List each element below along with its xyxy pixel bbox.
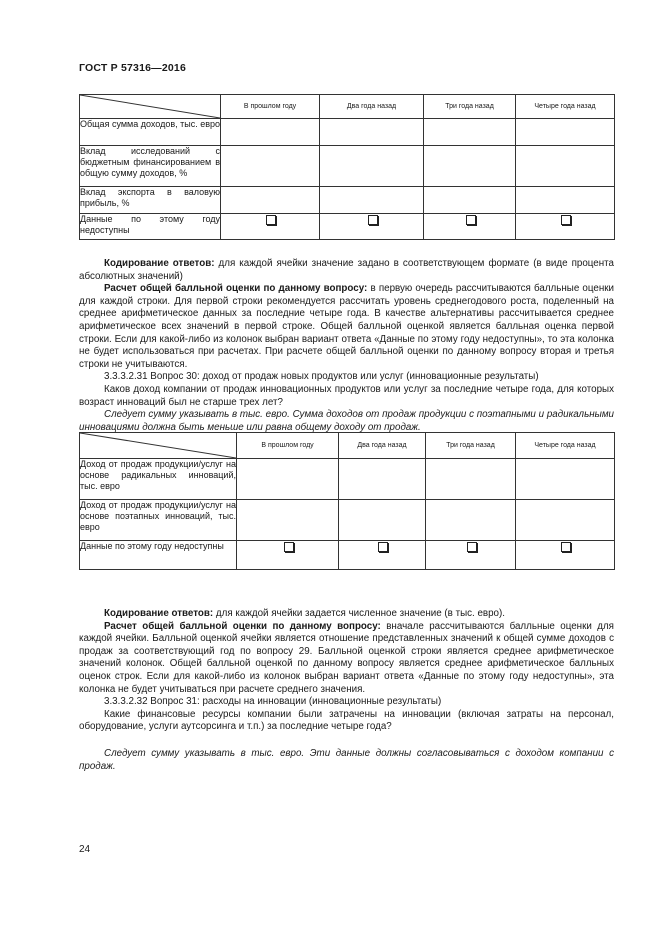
input-cell[interactable] (516, 187, 615, 214)
input-cell[interactable] (320, 119, 424, 146)
question-30-title: 3.3.3.2.31 Вопрос 30: доход от продаж новых продуктов или услуг (инновационные результаты) (104, 371, 539, 383)
revenue-table (79, 94, 615, 240)
page-number: 24 (79, 844, 91, 855)
input-cell[interactable] (516, 500, 615, 541)
row-label-data-unavailable: Данные по этому году недоступны (80, 214, 221, 240)
input-cell[interactable] (424, 187, 516, 214)
input-cell[interactable] (339, 459, 426, 500)
text-block-1 (79, 258, 614, 434)
unavailable-checkbox[interactable] (266, 215, 276, 225)
column-header-last-year: В прошлом году (221, 95, 320, 119)
input-cell[interactable] (426, 500, 516, 541)
input-cell[interactable] (516, 119, 615, 146)
column-header-three-years-ago: Три года назад (426, 433, 516, 459)
input-cell[interactable] (424, 146, 516, 187)
column-header-four-years-ago: Четыре года назад (516, 95, 615, 119)
input-cell[interactable] (221, 146, 320, 187)
question-30-text: Каков доход компании от продаж инновационных продуктов или услуг за последние четыре года, для которых возраст инноваций был не старше трех лет? (79, 383, 614, 408)
unavailable-checkbox[interactable] (561, 542, 571, 552)
input-cell[interactable] (221, 119, 320, 146)
input-cell[interactable] (237, 500, 339, 541)
row-label-total-revenue: Общая сумма доходов, тыс. евро (80, 119, 221, 146)
input-cell[interactable] (320, 146, 424, 187)
column-header-three-years-ago: Три года назад (424, 95, 516, 119)
question-31-text: Какие финансовые ресурсы компании были затрачены на инновации (включая затраты на персонал, оборудование, услуги аутсорсинга и т.п.) за последние четыре года? (79, 708, 614, 733)
unavailable-checkbox[interactable] (368, 215, 378, 225)
unavailable-checkbox[interactable] (466, 215, 476, 225)
column-header-two-years-ago: Два года назад (339, 433, 426, 459)
coding-paragraph: Кодирование ответов: для каждой ячейки задается численное значение (в тыс. евро). (104, 608, 505, 619)
column-header-four-years-ago: Четыре года назад (516, 433, 615, 459)
diagonal-header-cell (80, 95, 221, 119)
row-label-radical-innovations: Доход от продаж продукции/услуг на основе радикальных инноваций, тыс. евро (80, 459, 237, 500)
diagonal-header-cell (80, 433, 237, 459)
question-31-title: 3.3.3.2.32 Вопрос 31: расходы на инновации (инновационные результаты) (104, 696, 442, 708)
unavailable-checkbox[interactable] (467, 542, 477, 552)
row-label-incremental-innovations: Доход от продаж продукции/услуг на основе поэтапных инноваций, тыс. евро (80, 500, 237, 541)
column-header-two-years-ago: Два года назад (320, 95, 424, 119)
unavailable-checkbox[interactable] (284, 542, 294, 552)
question-31-note: Следует сумму указывать в тыс. евро. Эти данные должны согласовываться с доходом компании с продаж. (79, 747, 614, 772)
input-cell[interactable] (426, 459, 516, 500)
input-cell[interactable] (424, 119, 516, 146)
row-label-research-share: Вклад исследований с бюджетным финансированием в общую сумму доходов, % (80, 146, 221, 187)
document-header: ГОСТ Р 57316—2016 (79, 62, 187, 74)
question-30-note: Следует сумму указывать в тыс. евро. Сумма доходов от продаж продукции с поэтапными и радикальными инновациями должна быть меньше или равна общему доходу от продаж. (79, 409, 614, 433)
row-label-export-share: Вклад экспорта в валовую прибыль, % (80, 187, 221, 214)
column-header-last-year: В прошлом году (237, 433, 339, 459)
unavailable-checkbox[interactable] (378, 542, 388, 552)
calc-paragraph: Расчет общей балльной оценки по данному вопросу: вначале рассчитываются балльные оценки для каждой ячейки. Балльной оценкой ячейки является отношение представленных значений к общей сумме доходов с продаж за соответствующий год по вопросу 29. Балльной оценкой строки является среднее арифметическое значений колонок. Общей балльной оценкой по данному вопросу является среднее арифметическое балльных оценок строк. Если для какой-либо из колонок выбран вариант ответа «Данные по этому году недоступны», эта колонка не будет учитываться при расчете среднего значения. (79, 620, 614, 695)
text-block-2 (79, 608, 614, 773)
innovation-revenue-table (79, 432, 615, 570)
input-cell[interactable] (516, 459, 615, 500)
unavailable-checkbox[interactable] (561, 215, 571, 225)
coding-paragraph: Кодирование ответов: для каждой ячейки значение задано в соответствующем формате (в виде процента абсолютных значений) (79, 258, 614, 282)
input-cell[interactable] (339, 500, 426, 541)
input-cell[interactable] (221, 187, 320, 214)
input-cell[interactable] (320, 187, 424, 214)
input-cell[interactable] (237, 459, 339, 500)
row-label-data-unavailable: Данные по этому году недоступны (80, 541, 237, 570)
input-cell[interactable] (516, 146, 615, 187)
calc-paragraph: Расчет общей балльной оценки по данному вопросу: в первую очередь рассчитываются балльные оценки для каждой строки. Для первой строки рекомендуется рассчитать уровень среднегодового роста, поделенный на среднее арифметическое данных за последние четыре года. В качестве альтернативы рассчитывается среднее арифметическое всех значений в первой строке. Общей балльной оценкой является балльная оценка первой строки. Если для какой-либо из колонок выбран вариант ответа «Данные по этому году недоступны», то эта колонка не будет использоваться при расчетах. При расчете общей балльной оценки по данному вопросу вторая и третья строки не учитываются. (79, 283, 614, 370)
